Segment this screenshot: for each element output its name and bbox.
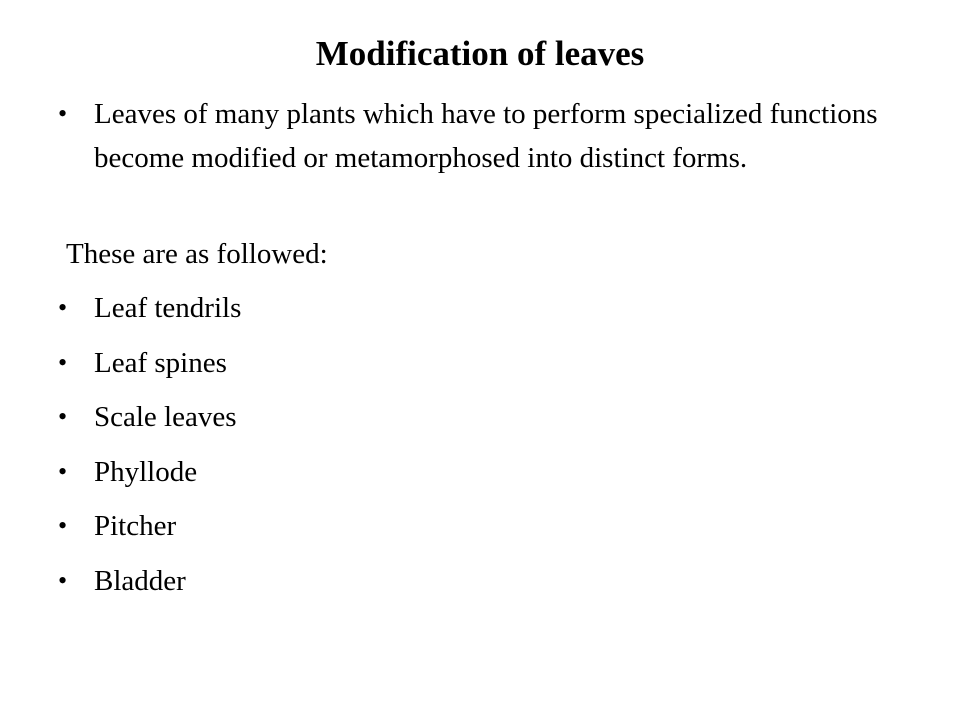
bullet-marker: •	[58, 293, 68, 322]
list-item	[58, 504, 241, 559]
intro-bullet	[58, 92, 918, 180]
bullet-marker: •	[58, 99, 68, 128]
list-item	[58, 559, 241, 614]
list-item-text: Leaf tendrils	[94, 292, 242, 324]
lead-in-text: These are as followed:	[66, 238, 328, 270]
bullet-marker: •	[58, 456, 68, 486]
bullet-marker: •	[58, 347, 68, 377]
list-item-text: Leaf spines	[94, 346, 227, 379]
bullet-marker: •	[58, 402, 68, 431]
slide-title: Modification of leaves	[315, 34, 645, 73]
list-item	[58, 341, 241, 396]
list-item-text: Scale leaves	[94, 401, 237, 433]
list-item	[58, 450, 241, 505]
list-item	[58, 395, 241, 450]
bullet-marker: •	[58, 511, 68, 540]
bullet-marker: •	[58, 565, 68, 595]
intro-bullet-text: Leaves of many plants which have to perform specialized functions become modified or metamorphosed into distinct forms.	[94, 98, 878, 174]
list-item-text: Phyllode	[94, 455, 198, 488]
list-item-text: Pitcher	[94, 510, 177, 542]
list-item-text: Bladder	[94, 564, 186, 597]
list-item	[58, 286, 241, 341]
modification-list	[58, 286, 241, 613]
